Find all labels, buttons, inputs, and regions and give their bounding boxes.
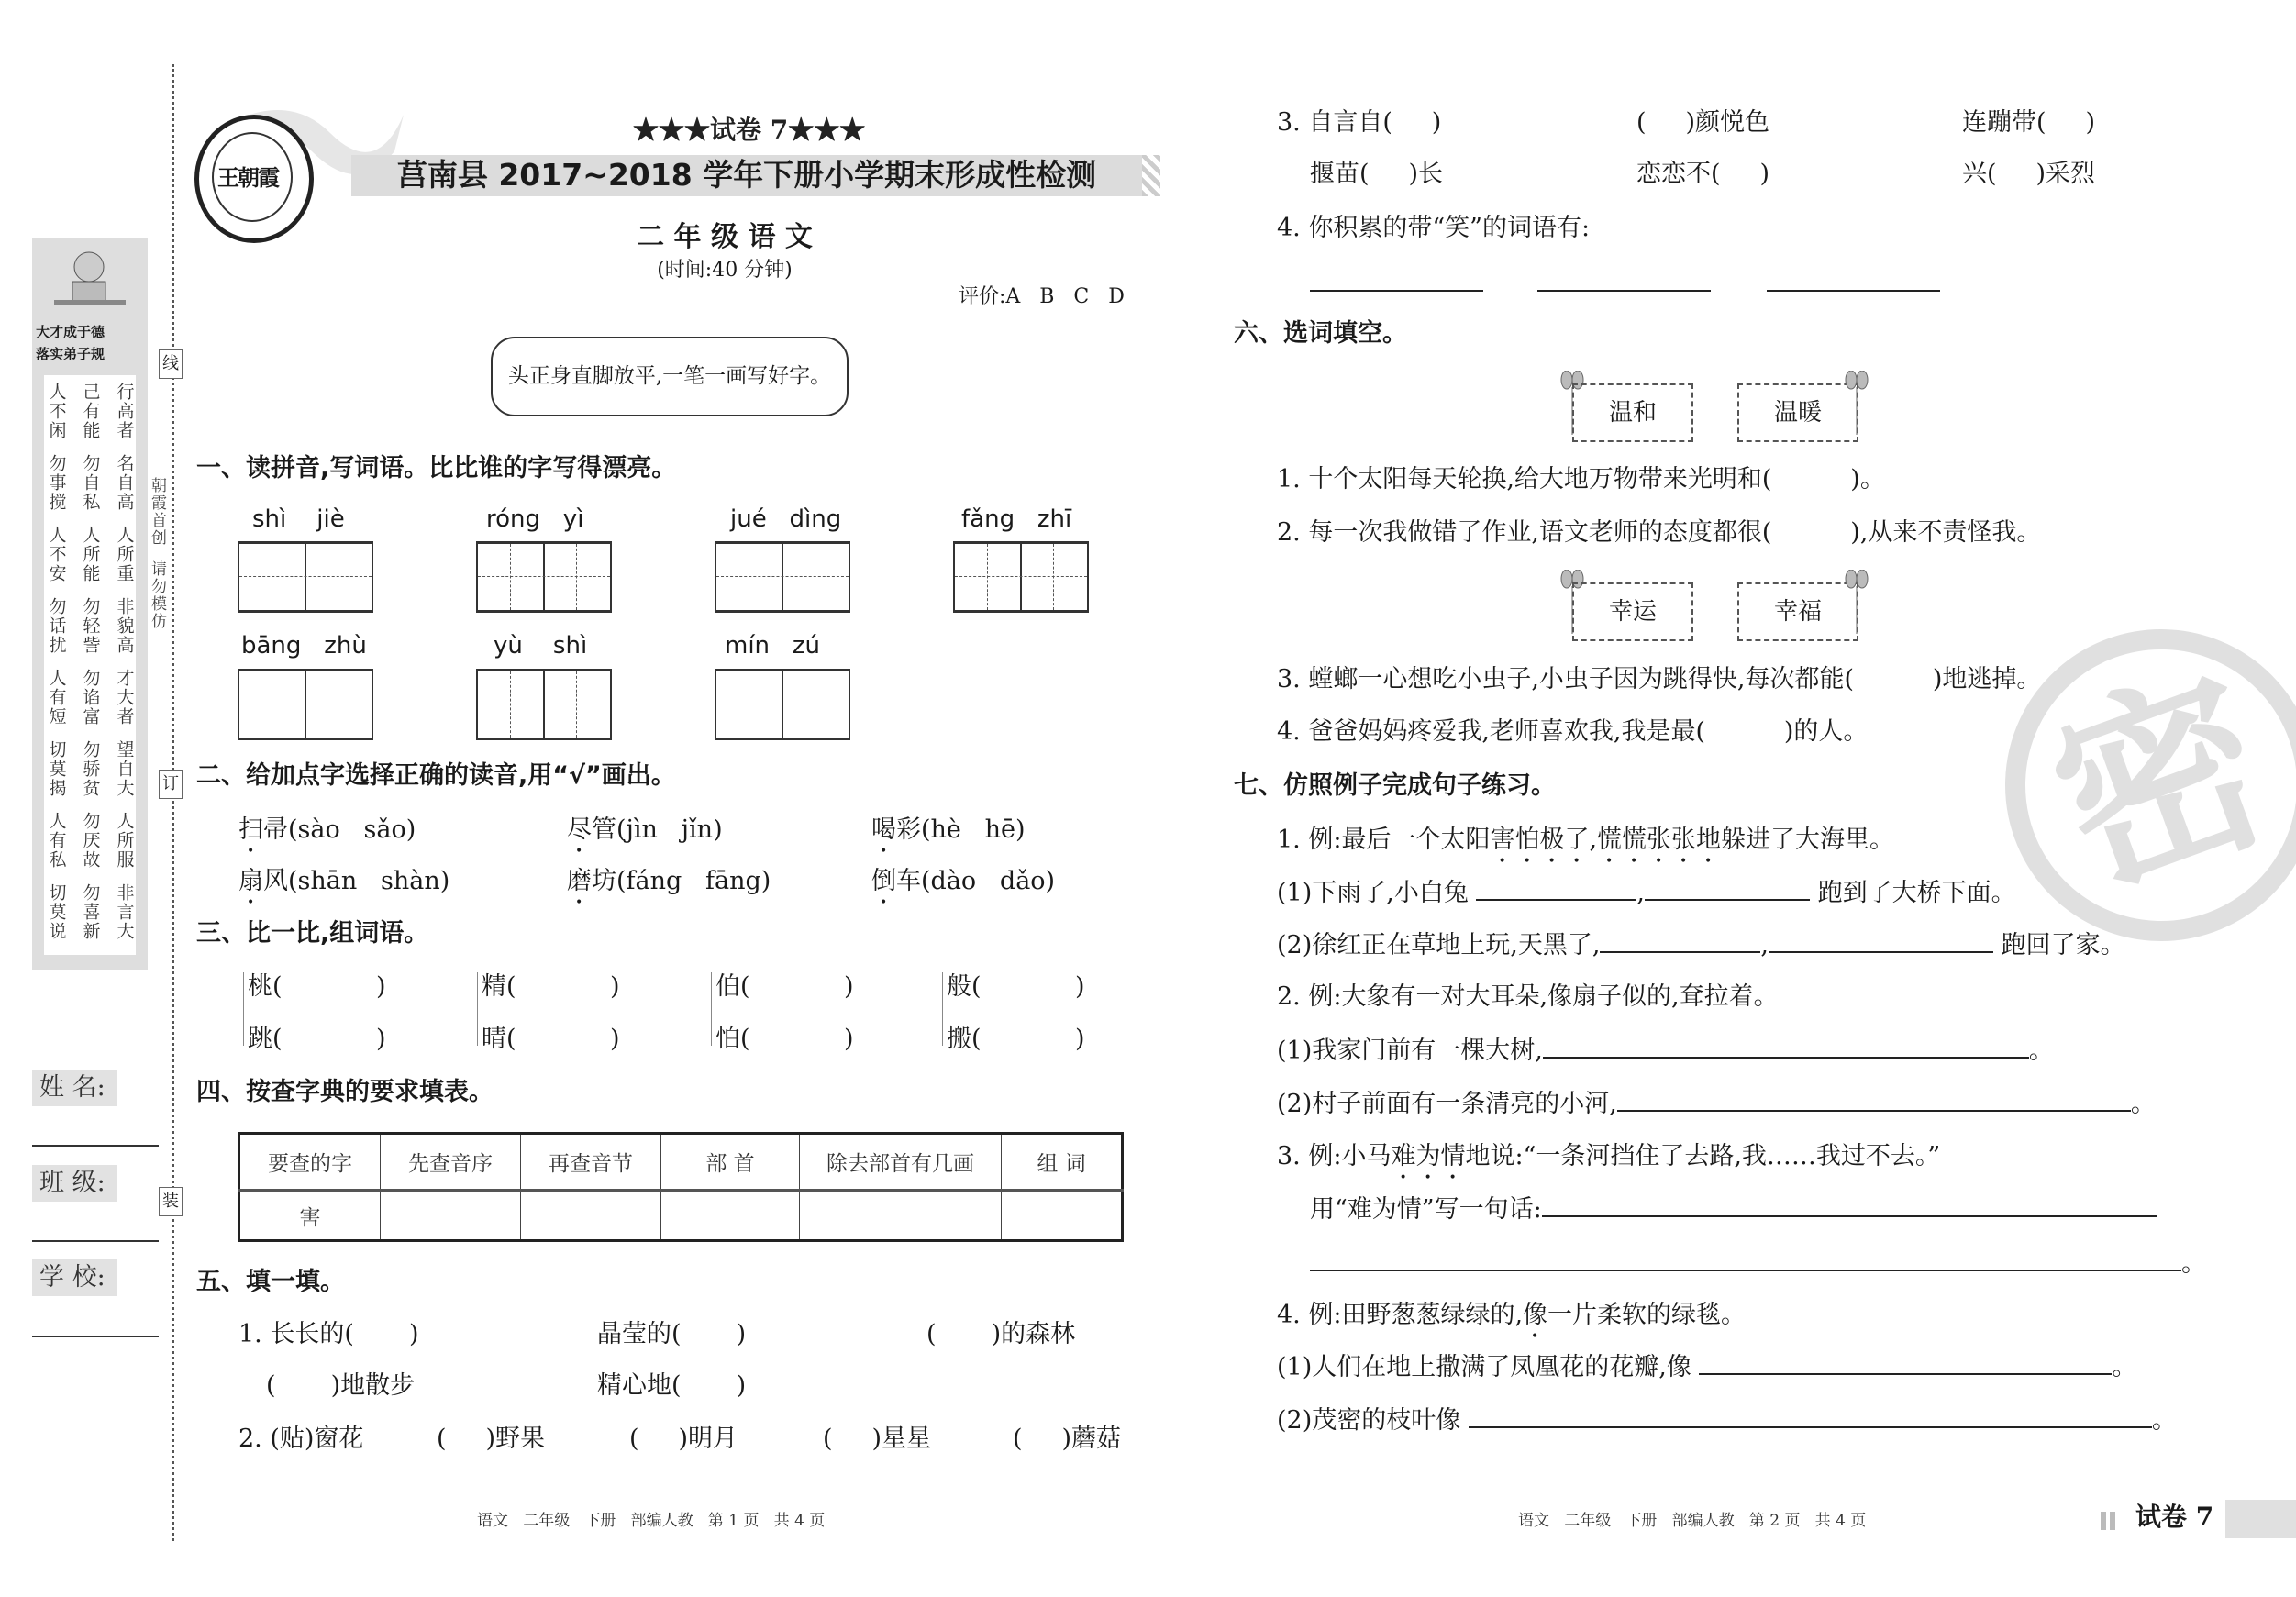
fill-item[interactable]: 连蹦带( )	[1962, 108, 2095, 137]
fill-item[interactable]: ( )颜悦色	[1636, 108, 1769, 137]
fill-item[interactable]: ( )的森林	[926, 1320, 1076, 1348]
verse-line: 行高者	[114, 383, 135, 440]
writing-grid[interactable]	[238, 541, 373, 613]
column-header: 组 词	[1002, 1134, 1123, 1191]
logo-badge	[194, 115, 314, 243]
writing-grid[interactable]	[953, 541, 1089, 613]
pronunciation-options: 风(shān shàn)	[263, 867, 450, 895]
binding-mark: 订	[159, 770, 183, 799]
compare-char: 怕(	[715, 1025, 750, 1053]
fill-sentence[interactable]: 3. 螳螂一心想吃小虫子,小虫子因为跳得快,每次都能( )地逃掉。	[1277, 665, 2042, 693]
school-label: 学 校:	[32, 1259, 117, 1296]
dotted-char: 扇	[238, 867, 263, 895]
section-7-heading: 七、仿照例子完成句子练习。	[1234, 771, 1556, 800]
name-label: 姓 名:	[32, 1070, 117, 1106]
exercise-sentence: (1)我家门前有一棵大树, 。	[1277, 1037, 2054, 1065]
dotted-char: 倒	[871, 867, 896, 895]
close-paren: )	[610, 1025, 620, 1053]
verse-line: 人有私	[46, 812, 67, 870]
dotted-phrase: 难为情	[1391, 1142, 1466, 1170]
answer-blank[interactable]	[1617, 1090, 2131, 1112]
verse-group	[46, 883, 135, 941]
fill-item[interactable]: ( )地散步	[266, 1371, 416, 1400]
pronunciation-options: 管(jìn jǐn)	[592, 815, 723, 844]
section-4-heading: 四、按查字典的要求填表。	[196, 1078, 494, 1106]
exercise-sentence: 。	[1310, 1249, 2206, 1276]
writing-grid[interactable]	[715, 541, 850, 613]
exercise-sentence: (2)茂密的枝叶像 。	[1277, 1406, 2177, 1435]
pronunciation-item[interactable]	[238, 815, 416, 859]
class-input-line[interactable]	[32, 1240, 159, 1242]
table-cell-input[interactable]	[800, 1191, 1002, 1241]
pinyin-label: shì jiè	[252, 505, 345, 533]
close-paren: )	[376, 1025, 386, 1053]
pinyin-label: jué dìng	[730, 505, 842, 533]
binding-mark: 线	[159, 349, 183, 379]
verse-group	[46, 812, 135, 870]
fill-item: 2. (贴)窗花	[238, 1425, 364, 1453]
verse-group	[46, 740, 135, 798]
verse-group	[46, 383, 135, 440]
word-option: 温和	[1572, 383, 1693, 442]
fill-item[interactable]: ( )野果	[437, 1425, 545, 1453]
exercise-sentence: (2)村子前面有一条清亮的小河, 。	[1277, 1090, 2156, 1118]
dotted-char: 磨	[567, 867, 592, 895]
example-sentence: 3. 例:小马难为情地说:“一条河挡住了去路,我……我过不去。”	[1277, 1142, 1941, 1170]
section-5-heading: 五、填一填。	[196, 1268, 345, 1296]
fill-sentence[interactable]: 1. 十个太阳每天轮换,给大地万物带来光明和( )。	[1277, 465, 1885, 494]
exercise-sentence: 用“难为情”写一句话:	[1310, 1195, 2157, 1222]
verse-line: 切莫说	[46, 883, 67, 941]
question-text: 4. 你积累的带“笑”的词语有:	[1277, 214, 1591, 242]
fill-item[interactable]: 1. 长长的( )	[238, 1320, 419, 1348]
writing-grid[interactable]	[238, 669, 373, 740]
compare-char: 般(	[947, 972, 982, 1001]
section-3-heading: 三、比一比,组词语。	[196, 919, 429, 948]
pronunciation-item[interactable]	[871, 867, 1055, 910]
page-title: 莒南县 2017~2018 学年下册小学期末形成性检测	[396, 157, 1097, 193]
pronunciation-item[interactable]	[567, 867, 771, 910]
paper-badge: 试卷 7	[2135, 1502, 2214, 1532]
close-paren: )	[610, 972, 620, 1001]
close-paren: )	[1075, 972, 1085, 1001]
binding-cut-line	[172, 64, 174, 1541]
rating-grades: 评价:A B C D	[959, 285, 1125, 308]
example-sentence: 2. 例:大象有一对大耳朵,像扇子似的,耷拉着。	[1277, 982, 1779, 1011]
verse-group	[46, 669, 135, 726]
table-cell-input[interactable]	[381, 1191, 521, 1241]
verse-line: 勿轻訾	[80, 597, 101, 655]
verse-group	[46, 597, 135, 655]
verse-line: 非言大	[114, 883, 135, 941]
answer-blank[interactable]	[1469, 1406, 2152, 1428]
verse-line: 人所服	[114, 812, 135, 870]
verse-group	[46, 454, 135, 512]
verse-line: 非貌高	[114, 597, 135, 655]
pair-brace	[477, 972, 478, 1046]
pronunciation-item[interactable]	[871, 815, 1026, 859]
binding-mark: 装	[159, 1187, 183, 1216]
fill-item[interactable]: 恋恋不( )	[1636, 160, 1769, 188]
pinyin-label: bāng zhù	[241, 632, 367, 660]
sidebar-panel	[32, 238, 148, 970]
page-footer: 语文 二年级 下册 部编人教 第 2 页 共 4 页	[1518, 1512, 1867, 1530]
fill-item[interactable]: 晶莹的( )	[597, 1320, 747, 1348]
table-cell-input[interactable]	[1002, 1191, 1123, 1241]
answer-blank[interactable]	[1600, 931, 1760, 953]
answer-blank[interactable]	[1769, 931, 1993, 953]
title-bar-pattern	[1142, 155, 1160, 196]
compare-char: 搬(	[947, 1025, 982, 1053]
exercise-sentence: (2)徐红正在草地上玩,天黑了, , 跑回了家。	[1277, 931, 2125, 959]
answer-line[interactable]	[1537, 290, 1711, 292]
writing-grid[interactable]	[476, 541, 612, 613]
column-header: 部 首	[661, 1134, 800, 1191]
compare-char: 精(	[482, 972, 516, 1001]
verse-line: 名自高	[114, 454, 135, 512]
sidebar-slogan: 大才成于德	[36, 324, 105, 340]
verse-line: 人所重	[114, 526, 135, 583]
table-row	[239, 1191, 1123, 1241]
section-2-heading: 二、给加点字选择正确的读音,用“√”画出。	[196, 761, 676, 790]
table-cell-input[interactable]	[521, 1191, 661, 1241]
verse-line: 勿骄贫	[80, 740, 101, 798]
fill-item[interactable]: 兴( )采烈	[1962, 160, 2095, 188]
answer-blank[interactable]	[1476, 879, 1636, 901]
table-header-row	[239, 1134, 1123, 1191]
fill-sentence[interactable]: 4. 爸爸妈妈疼爱我,老师喜欢我,我是最( )的人。	[1277, 717, 1869, 746]
dotted-char: 喝	[871, 815, 896, 844]
pinyin-label: fǎng zhī	[961, 505, 1072, 533]
answer-blank[interactable]	[1543, 1037, 2029, 1059]
answer-blank[interactable]	[1310, 1249, 2181, 1271]
pinyin-label: róng yì	[486, 505, 584, 533]
pronunciation-options: 帚(sào sǎo)	[263, 815, 416, 844]
verse-line: 人有短	[46, 669, 67, 726]
verse-line: 望自大	[114, 740, 135, 798]
writing-grid[interactable]	[715, 669, 850, 740]
dotted-phrase: 慌慌张张地	[1597, 826, 1722, 854]
dotted-phrase: 害怕极了	[1490, 826, 1590, 854]
close-paren: )	[844, 1025, 854, 1053]
verse-line: 勿事搅	[46, 454, 67, 512]
pair-brace	[243, 972, 244, 1046]
class-label: 班 级:	[32, 1165, 117, 1202]
paper-number: ★★★试卷 7★★★	[633, 115, 866, 145]
exercise-sentence: (1)人们在地上撒满了凤凰花的花瓣,像 。	[1277, 1353, 2137, 1381]
confidential-watermark: 密	[1961, 585, 2296, 985]
pronunciation-options: 彩(hè hē)	[896, 815, 1026, 844]
subject-title: 二 年 级 语 文	[637, 221, 813, 253]
verse-line: 勿厌故	[80, 812, 101, 870]
dotted-char: 尽	[567, 815, 592, 844]
answer-line[interactable]	[1767, 290, 1940, 292]
logo-text: 王朝霞	[217, 164, 278, 191]
compare-char: 桃(	[248, 972, 283, 1001]
word-option: 幸福	[1737, 582, 1858, 641]
verse-line: 人所能	[80, 526, 101, 583]
compare-char: 跳(	[248, 1025, 283, 1053]
verse-line: 勿喜新	[80, 883, 101, 941]
close-paren: )	[1075, 1025, 1085, 1053]
verse-line: 才大者	[114, 669, 135, 726]
sprout-icon	[1844, 371, 1869, 435]
pronunciation-item[interactable]	[238, 867, 449, 910]
section-6-heading: 六、选词填空。	[1234, 319, 1407, 348]
example-sentence: 1. 例:最后一个太阳害怕极了,慌慌张张地躲进了大海里。	[1277, 826, 1895, 854]
column-header: 除去部首有几画	[800, 1134, 1002, 1191]
example-sentence: 4. 例:田野葱葱绿绿的,像一片柔软的绿毯。	[1277, 1301, 1747, 1329]
dotted-char: 扫	[238, 815, 263, 844]
verse-line: 人不安	[46, 526, 67, 583]
exam-duration: (时间:40 分钟)	[657, 259, 793, 282]
column-header: 先查音序	[381, 1134, 521, 1191]
pronunciation-options: 车(dào dǎo)	[896, 867, 1056, 895]
verse-line: 己有能	[80, 383, 101, 440]
name-input-line[interactable]	[32, 1145, 159, 1147]
answer-blank[interactable]	[1699, 1353, 2112, 1375]
table-cell: 害	[239, 1191, 381, 1241]
motto-box: 头正身直脚放平,一笔一画写好字。	[491, 337, 849, 416]
close-paren: )	[844, 972, 854, 1001]
fill-item[interactable]: ( )蘑菇	[1013, 1425, 1121, 1453]
table-cell-input[interactable]	[661, 1191, 800, 1241]
verse-line: 人不闲	[46, 383, 67, 440]
pinyin-label: yù shì	[494, 632, 588, 660]
exercise-sentence: (1)下雨了,小白兔 , 跑到了大桥下面。	[1277, 879, 2016, 907]
dotted-phrase: 像	[1523, 1301, 1548, 1329]
school-input-line[interactable]	[32, 1336, 159, 1337]
pinyin-label: mín zú	[725, 632, 820, 660]
fill-item[interactable]: ( )明月	[629, 1425, 738, 1453]
fill-item[interactable]: 精心地( )	[597, 1371, 747, 1400]
fill-sentence[interactable]: 2. 每一次我做错了作业,语文老师的态度都很( ),从来不责怪我。	[1277, 518, 2042, 547]
verse-group	[46, 526, 135, 583]
close-paren: )	[376, 972, 386, 1001]
compare-char: 伯(	[715, 972, 750, 1001]
pronunciation-options: 坊(fáng fāng)	[592, 867, 771, 895]
answer-line[interactable]	[1310, 290, 1483, 292]
writing-grid[interactable]	[476, 669, 612, 740]
copyright-notice: 朝霞首创 请勿模仿	[148, 477, 166, 630]
column-header: 要查的字	[239, 1134, 381, 1191]
verse-line: 勿谄富	[80, 669, 101, 726]
compare-char: 晴(	[482, 1025, 516, 1053]
answer-blank[interactable]	[1645, 879, 1810, 901]
section-1-heading: 一、读拼音,写词语。比比谁的字写得漂亮。	[196, 454, 677, 482]
pair-brace	[942, 972, 943, 1046]
fill-item[interactable]: 揠苗( )长	[1310, 160, 1443, 188]
fill-item[interactable]: ( )星星	[823, 1425, 931, 1453]
sprout-icon	[1844, 570, 1869, 634]
word-option: 幸运	[1572, 582, 1693, 641]
verse-line: 切莫揭	[46, 740, 67, 798]
dictionary-table	[238, 1132, 1124, 1242]
child-reading-illustration	[50, 245, 129, 318]
pronunciation-item[interactable]	[567, 815, 723, 859]
badge-tab	[2225, 1500, 2296, 1538]
answer-blank[interactable]	[1542, 1195, 2157, 1217]
verse-list	[44, 375, 136, 955]
verse-line: 勿话扰	[46, 597, 67, 655]
word-option: 温暖	[1737, 383, 1858, 442]
sidebar-slogan: 落实弟子规	[36, 346, 105, 362]
column-header: 再查音节	[521, 1134, 661, 1191]
pair-brace	[711, 972, 712, 1046]
fill-item[interactable]: 3. 自言自( )	[1277, 108, 1442, 137]
verse-line: 勿自私	[80, 454, 101, 512]
badge-pattern	[2101, 1512, 2119, 1530]
page-footer: 语文 二年级 下册 部编人教 第 1 页 共 4 页	[477, 1512, 826, 1530]
